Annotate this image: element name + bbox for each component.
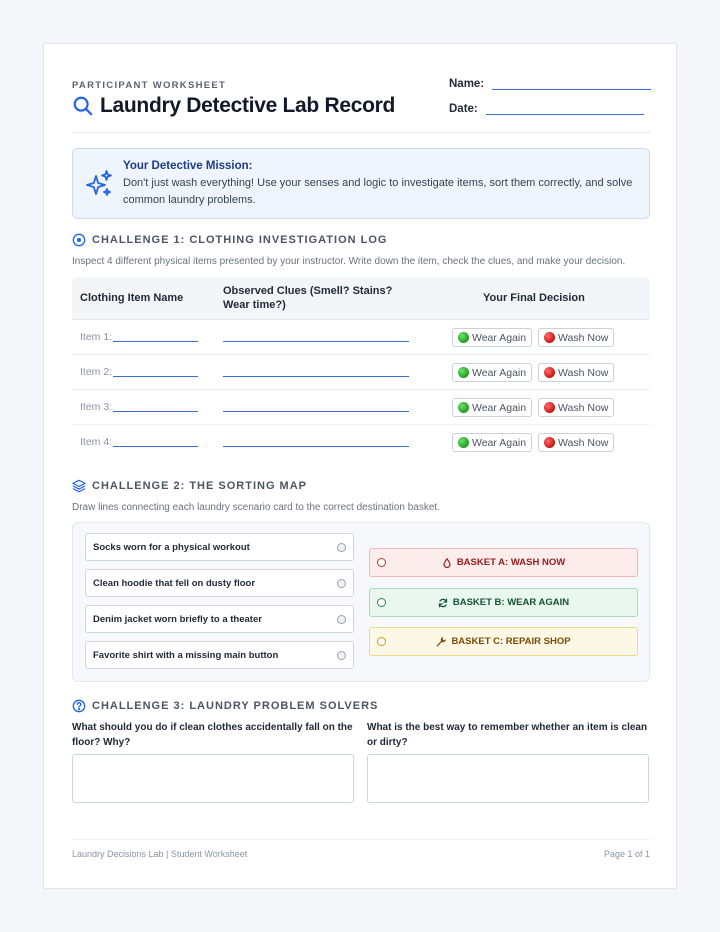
scenario-text: Socks worn for a physical workout xyxy=(93,542,250,553)
question-1: What should you do if clean clothes accidentally fall on the floor? Why? xyxy=(72,722,353,748)
wear-again-label: Wear Again xyxy=(472,331,527,344)
item-name-line[interactable] xyxy=(113,376,198,377)
footer-divider xyxy=(72,839,650,840)
magnifier-icon xyxy=(72,95,94,117)
mission-text: Don't just wash everything! Use your senses and logic to investigate items, sort them correctly, and solve common laundry problems. xyxy=(123,177,633,206)
footer-page-number: Page 1 of 1 xyxy=(603,849,650,859)
date-line[interactable] xyxy=(486,103,644,115)
title-row xyxy=(72,94,395,118)
wash-now-option[interactable] xyxy=(538,363,614,382)
green-circle-icon xyxy=(458,402,469,413)
basket-a-text: BASKET A: WASH NOW xyxy=(456,557,566,568)
scenario-card[interactable] xyxy=(85,533,354,561)
basket-b-text: BASKET B: WEAR AGAIN xyxy=(452,597,570,608)
red-circle-icon xyxy=(544,402,555,413)
basket-c-label xyxy=(370,636,637,647)
date-label: Date: xyxy=(449,103,478,115)
item-label: Item 2: xyxy=(80,366,113,378)
answer-box-1[interactable] xyxy=(72,754,354,803)
wear-again-option[interactable] xyxy=(452,328,532,347)
challenge3-heading xyxy=(72,699,378,713)
wash-now-label: Wash Now xyxy=(558,331,609,344)
wash-now-option[interactable] xyxy=(538,433,614,452)
challenge1-title: CHALLENGE 1: CLOTHING INVESTIGATION LOG xyxy=(92,234,388,246)
refresh-icon xyxy=(438,598,448,608)
question-circle-icon xyxy=(72,699,86,713)
challenge2-description: Draw lines connecting each laundry scenario card to the correct destination basket. xyxy=(72,502,440,513)
challenge1-description: Inspect 4 different physical items presented by your instructor. Write down the item, check the clues, and make your decision. xyxy=(72,256,626,267)
sparkles-icon xyxy=(85,169,113,199)
green-circle-icon xyxy=(458,332,469,343)
wear-again-option[interactable] xyxy=(452,398,532,417)
challenge2-heading xyxy=(72,479,307,493)
table-header xyxy=(72,277,650,320)
challenge3-title: CHALLENGE 3: LAUNDRY PROBLEM SOLVERS xyxy=(92,700,379,712)
basket-wear-again[interactable] xyxy=(369,588,638,617)
red-circle-icon xyxy=(544,367,555,378)
mission-title: Your Detective Mission: xyxy=(123,160,253,172)
red-circle-icon xyxy=(544,332,555,343)
connector-dot[interactable] xyxy=(337,651,346,660)
scenario-text: Denim jacket worn briefly to a theater xyxy=(93,614,262,625)
page-title: Laundry Detective Lab Record xyxy=(100,94,396,117)
investigation-table xyxy=(72,277,650,460)
date-field[interactable] xyxy=(449,103,644,115)
basket-a-label xyxy=(370,557,637,568)
clues-line[interactable] xyxy=(223,446,409,447)
table-row xyxy=(72,355,650,390)
wash-now-option[interactable] xyxy=(538,398,614,417)
basket-b-label xyxy=(370,597,637,608)
connector-dot[interactable] xyxy=(337,579,346,588)
wrench-icon xyxy=(436,637,446,647)
table-row xyxy=(72,425,650,460)
wash-now-label: Wash Now xyxy=(558,401,609,414)
clues-line[interactable] xyxy=(223,341,409,342)
wash-now-option[interactable] xyxy=(538,328,614,347)
wash-now-label: Wash Now xyxy=(558,366,609,379)
scenario-text: Clean hoodie that fell on dusty floor xyxy=(93,578,256,589)
item-name-line[interactable] xyxy=(113,411,198,412)
challenge2-title: CHALLENGE 2: THE SORTING MAP xyxy=(92,480,308,492)
basket-wash-now[interactable] xyxy=(369,548,638,577)
connector-dot[interactable] xyxy=(337,615,346,624)
worksheet-kicker: PARTICIPANT WORKSHEET xyxy=(72,80,227,91)
clues-line[interactable] xyxy=(223,411,409,412)
wear-again-label: Wear Again xyxy=(472,366,527,379)
table-row xyxy=(72,320,650,355)
basket-repair-shop[interactable] xyxy=(369,627,638,656)
scenario-text: Favorite shirt with a missing main button xyxy=(93,650,279,661)
item-name-line[interactable] xyxy=(113,341,198,342)
question-2: What is the best way to remember whether an item is clean or dirty? xyxy=(367,722,648,748)
layers-icon xyxy=(72,479,86,493)
name-label: Name: xyxy=(449,78,485,90)
name-field[interactable] xyxy=(449,78,651,90)
basket-c-text: BASKET C: REPAIR SHOP xyxy=(451,636,571,647)
clues-line[interactable] xyxy=(223,376,409,377)
sorting-map xyxy=(72,522,650,682)
item-label: Item 1: xyxy=(80,331,113,343)
wash-now-label: Wash Now xyxy=(558,436,609,449)
wear-again-option[interactable] xyxy=(452,363,532,382)
challenge1-heading xyxy=(72,233,387,247)
mission-callout xyxy=(72,148,650,219)
item-label: Item 3: xyxy=(80,401,113,413)
connector-dot[interactable] xyxy=(337,543,346,552)
table-row xyxy=(72,390,650,425)
header xyxy=(72,78,650,134)
item-label: Item 4: xyxy=(80,436,113,448)
target-icon xyxy=(72,233,86,247)
scenario-card[interactable] xyxy=(85,605,354,633)
col-header-clues: Observed Clues (Smell? Stains? Wear time?) xyxy=(223,285,393,311)
scenario-card[interactable] xyxy=(85,569,354,597)
worksheet-page xyxy=(43,43,677,889)
col-header-decision: Your Final Decision xyxy=(483,292,585,304)
item-name-line[interactable] xyxy=(113,446,198,447)
green-circle-icon xyxy=(458,367,469,378)
footer-left: Laundry Decisions Lab | Student Worksheet xyxy=(72,849,248,859)
header-divider xyxy=(72,132,650,133)
answer-box-2[interactable] xyxy=(367,754,649,803)
col-header-item: Clothing Item Name xyxy=(80,292,184,304)
green-circle-icon xyxy=(458,437,469,448)
drop-icon xyxy=(442,558,452,568)
wear-again-option[interactable] xyxy=(452,433,532,452)
red-circle-icon xyxy=(544,437,555,448)
name-line[interactable] xyxy=(492,78,651,90)
wear-again-label: Wear Again xyxy=(472,401,527,414)
wear-again-label: Wear Again xyxy=(472,436,527,449)
scenario-card[interactable] xyxy=(85,641,354,669)
